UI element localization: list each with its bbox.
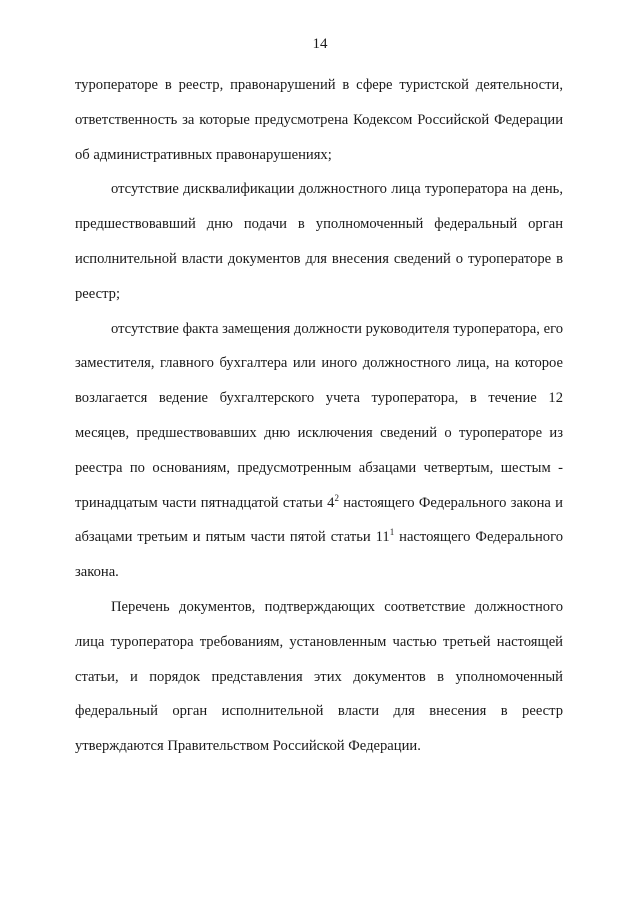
paragraph-documents-list: Перечень документов, подтверждающих соответствие должностного лица туроператора требованиям, установленным частью третьей настоящей статьи, и порядок представления этих документов в уполномоченный федеральный орган исполнительной власти для внесения в реестр утверждаются Правительством Российской Федерации. xyxy=(75,598,563,755)
paragraph-continuation: туроператоре в реестр, правонарушений в сфере туристской деятельности, ответственность за которые предусмотрена Кодексом Российской Федерации об административных правонарушениях; xyxy=(75,77,563,163)
paragraph-position-requirement xyxy=(75,312,563,590)
superscript-article-index: 2 xyxy=(334,492,339,503)
superscript-article-index: 1 xyxy=(389,527,395,538)
paragraph-text-part: настоящего Федерального закона и абзацами третьим и пятым части пятой статьи 11 xyxy=(75,494,563,546)
paragraph-text-part: отсутствие факта замещения должности руководителя туроператора, его заместителя, главного бухгалтера или иного должностного лица, на которое возлагается ведение бухгалтерского учета туроператора, в течение 12 месяцев, предшествовавших дню исключения сведений о туроператоре из реестра по основаниям, предусмотренным абзацами четвертым, шестым - тринадцатым части пятнадцатой статьи 4 xyxy=(75,320,563,511)
paragraph-text-part: настоящего Федерального закона. xyxy=(75,529,564,581)
paragraph-disqualification: отсутствие дисквалификации должностного лица туроператора на день, предшествовавший дню подачи в уполномоченный федеральный орган исполнительной власти документов для внесения сведений о туроператоре в реестр; xyxy=(75,181,563,302)
page-number: 14 xyxy=(312,36,328,52)
document-body xyxy=(75,68,563,764)
